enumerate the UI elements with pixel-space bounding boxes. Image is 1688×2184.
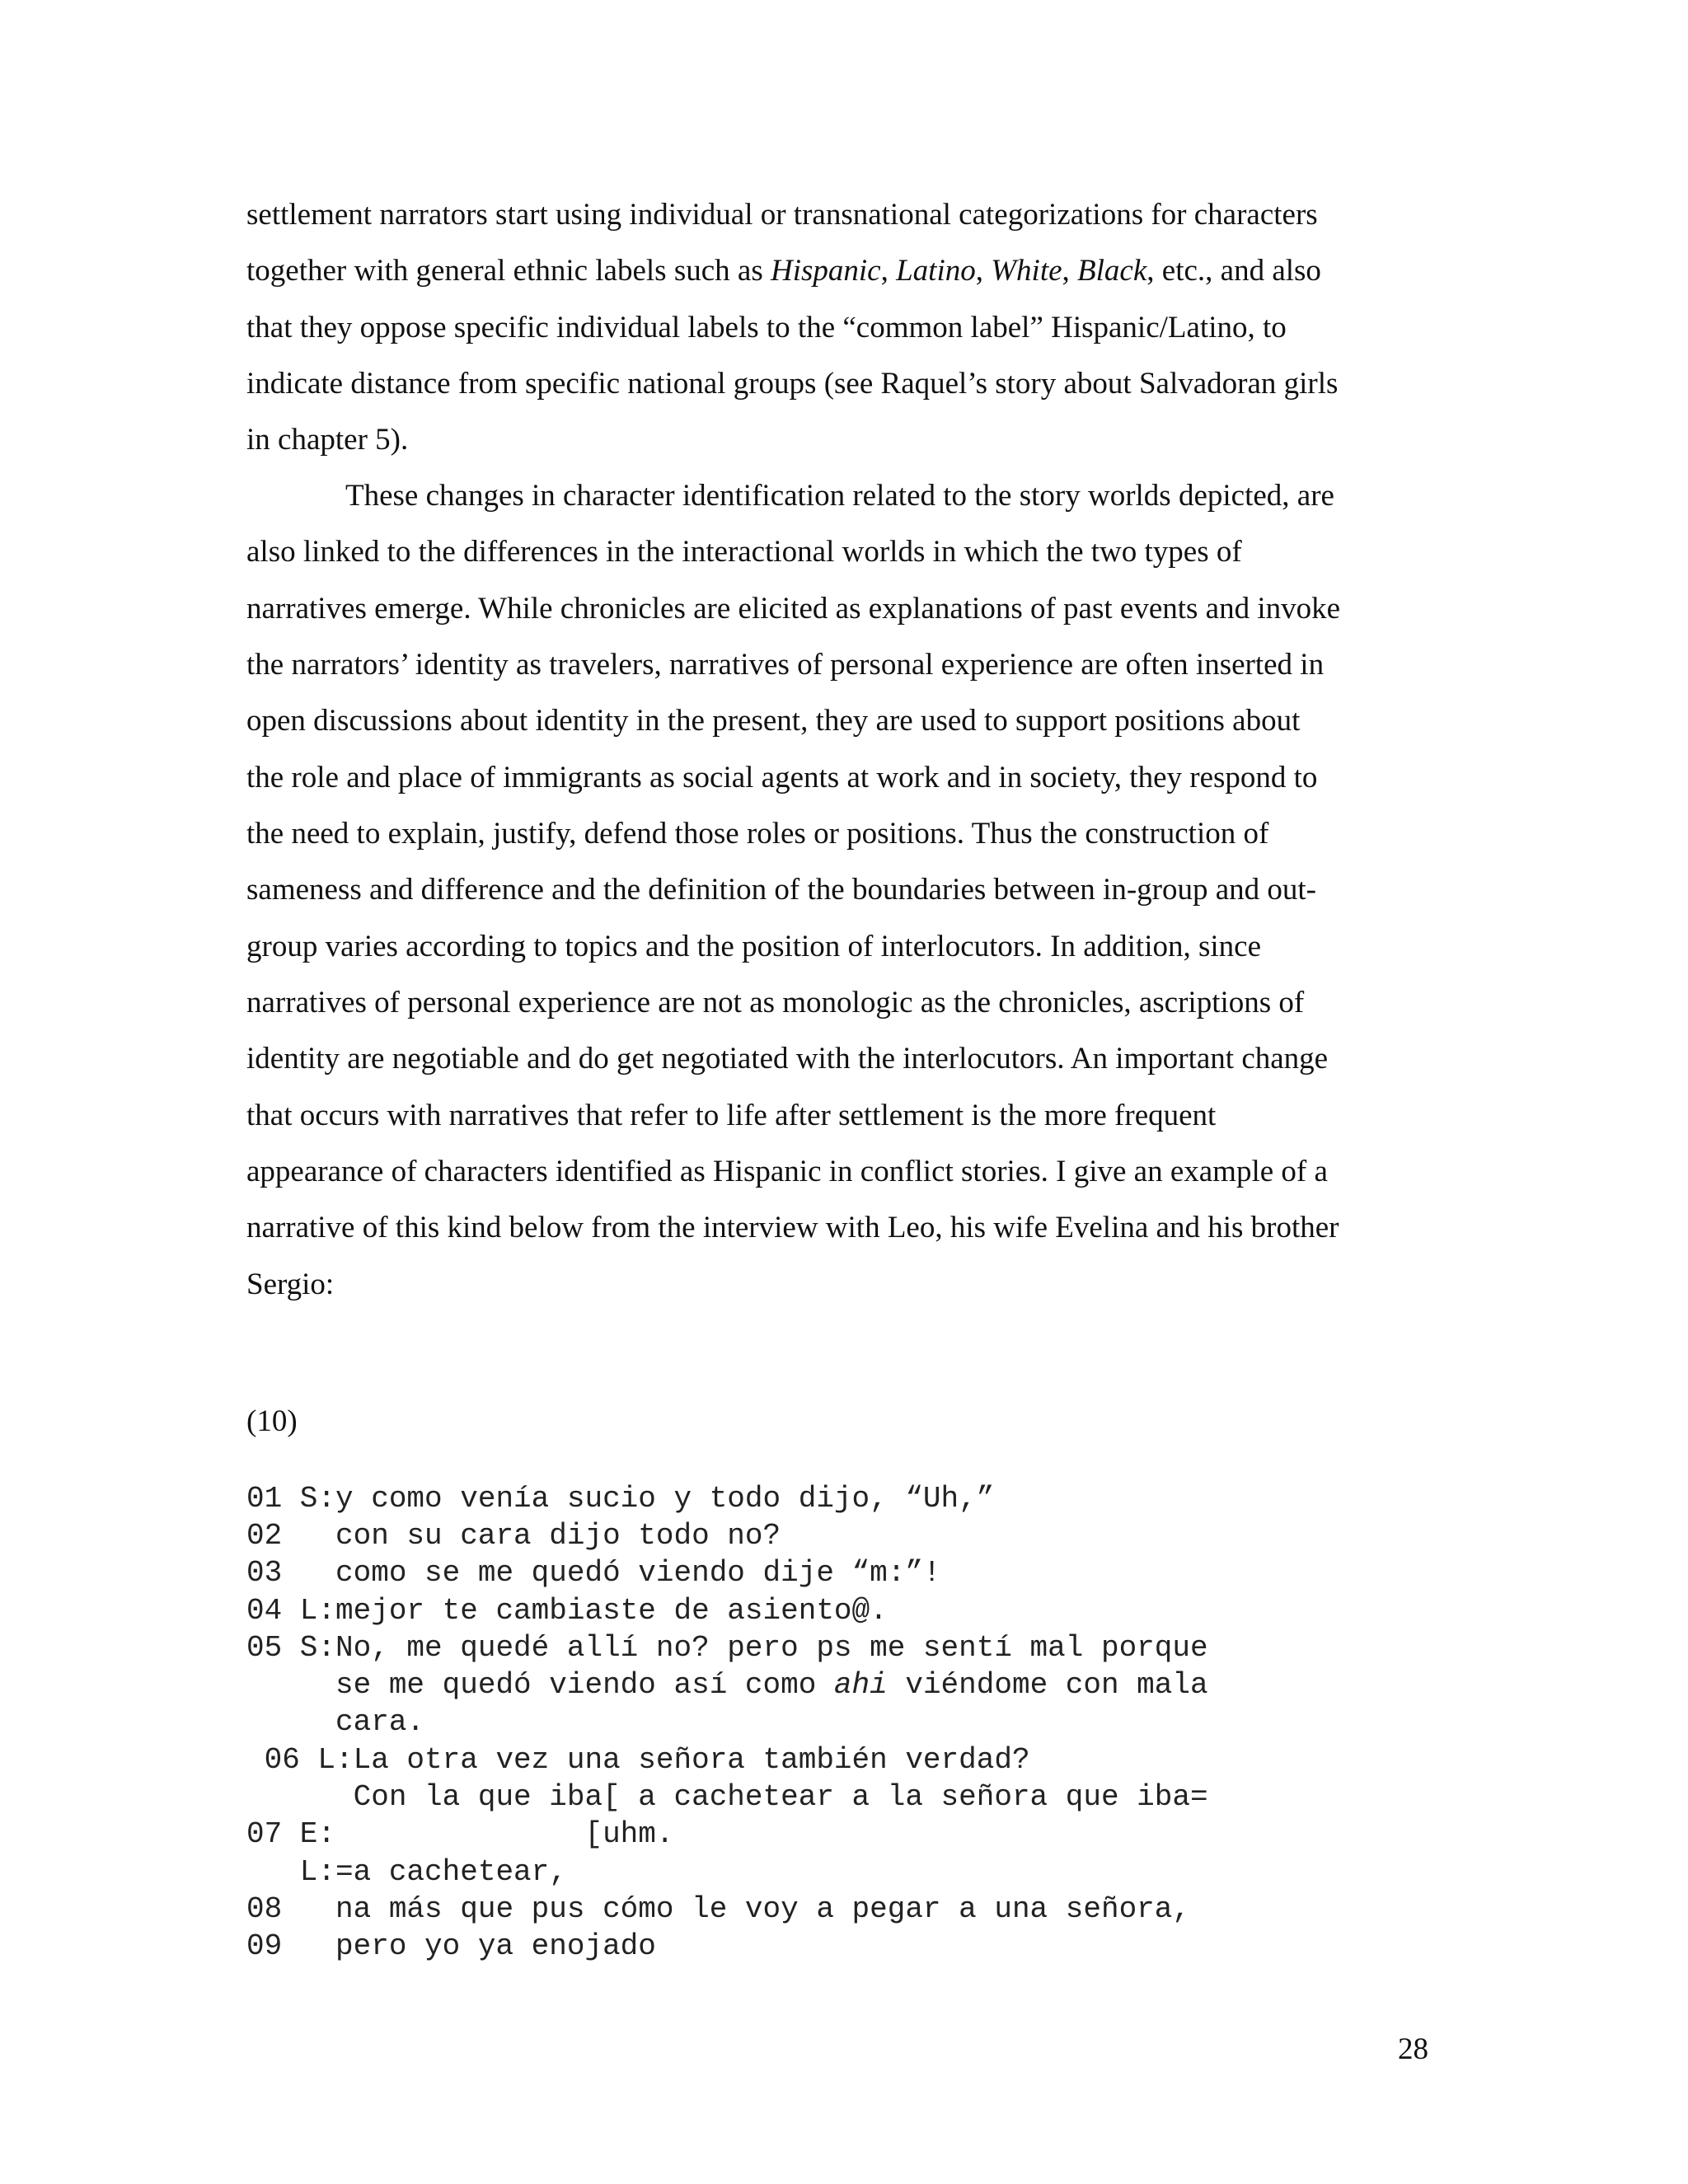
text-line: open discussions about identity in the present, they are used to support positions about: [246, 704, 1301, 738]
text-line: narratives emerge. While chronicles are elicited as explanations of past events and invoke: [246, 592, 1341, 626]
text-run: viéndome con mala: [887, 1668, 1208, 1702]
italic-term: Latino: [896, 254, 976, 288]
text-line: [246, 253, 1321, 289]
italic-term: White: [991, 254, 1062, 288]
text-run: ,: [880, 254, 897, 288]
text-line: These changes in character identification related to the story worlds depicted, are: [345, 479, 1334, 513]
text-line: sameness and difference and the definition of the boundaries between in-group and out-: [246, 873, 1316, 907]
text-line: the role and place of immigrants as social agents at work and in society, they respond to: [246, 761, 1318, 794]
page-number: 28: [1398, 2032, 1428, 2066]
transcript-line: 03 como se me quedó viendo dije “m:”!: [246, 1556, 941, 1590]
text-line: indicate distance from specific national groups (see Raquel’s story about Salvadoran girls: [246, 367, 1339, 401]
text-line: group varies according to topics and the position of interlocutors. In addition, since: [246, 930, 1261, 963]
text-run: se me quedó viendo así como: [246, 1668, 834, 1702]
transcript-line: 09 pero yo ya enojado: [246, 1929, 656, 1963]
text-run: ,: [975, 254, 992, 288]
text-line: appearance of characters identified as Hispanic in conflict stories. I give an example of a: [246, 1155, 1328, 1188]
example-number: (10): [246, 1404, 298, 1438]
text-line: the need to explain, justify, defend those roles or positions. Thus the construction of: [246, 817, 1269, 851]
text-run: , etc., and also: [1146, 254, 1321, 288]
transcript-line: Con la que iba[ a cachetear a la señora que iba=: [246, 1780, 1208, 1814]
transcript-line: 05 S:No, me quedé allí no? pero ps me sentí mal porque: [246, 1631, 1208, 1665]
text-line: narrative of this kind below from the interview with Leo, his wife Evelina and his brother: [246, 1211, 1339, 1244]
text-line: Sergio:: [246, 1268, 335, 1301]
text-line: in chapter 5).: [246, 423, 409, 457]
transcript-line: 02 con su cara dijo todo no?: [246, 1519, 781, 1553]
text-line: that occurs with narratives that refer to life after settlement is the more frequent: [246, 1099, 1217, 1132]
text-line: the narrators’ identity as travelers, narratives of personal experience are often inserted in: [246, 648, 1325, 682]
text-line: narratives of personal experience are not as monologic as the chronicles, ascriptions of: [246, 986, 1305, 1019]
transcript-line: L:=a cachetear,: [246, 1855, 567, 1889]
transcript-line: cara.: [246, 1705, 425, 1739]
transcript-line: 01 S:y como venía sucio y todo dijo, “Uh,”: [246, 1482, 995, 1516]
italic-term: Hispanic: [770, 254, 881, 288]
transcript-line: 07 E: [uhm.: [246, 1817, 674, 1851]
text-line: that they oppose specific individual labels to the “common label” Hispanic/Latino, to: [246, 311, 1287, 344]
transcript-line: 08 na más que pus cómo le voy a pegar a una señora,: [246, 1892, 1190, 1926]
italic-term: ahi: [833, 1668, 888, 1702]
text-line: identity are negotiable and do get negotiated with the interlocutors. An important change: [246, 1042, 1329, 1076]
text-run: ,: [1062, 254, 1078, 288]
transcript-line: [246, 1667, 1208, 1704]
text-run: together with general ethnic labels such as: [246, 254, 771, 288]
text-line: also linked to the differences in the interactional worlds in which the two types of: [246, 535, 1242, 569]
text-line: settlement narrators start using individual or transnational categorizations for characters: [246, 198, 1318, 232]
italic-term: Black: [1077, 254, 1147, 288]
transcript-line: 06 L:La otra vez una señora también verdad?: [246, 1743, 1030, 1777]
transcript-line: 04 L:mejor te cambiaste de asiento@.: [246, 1594, 888, 1628]
